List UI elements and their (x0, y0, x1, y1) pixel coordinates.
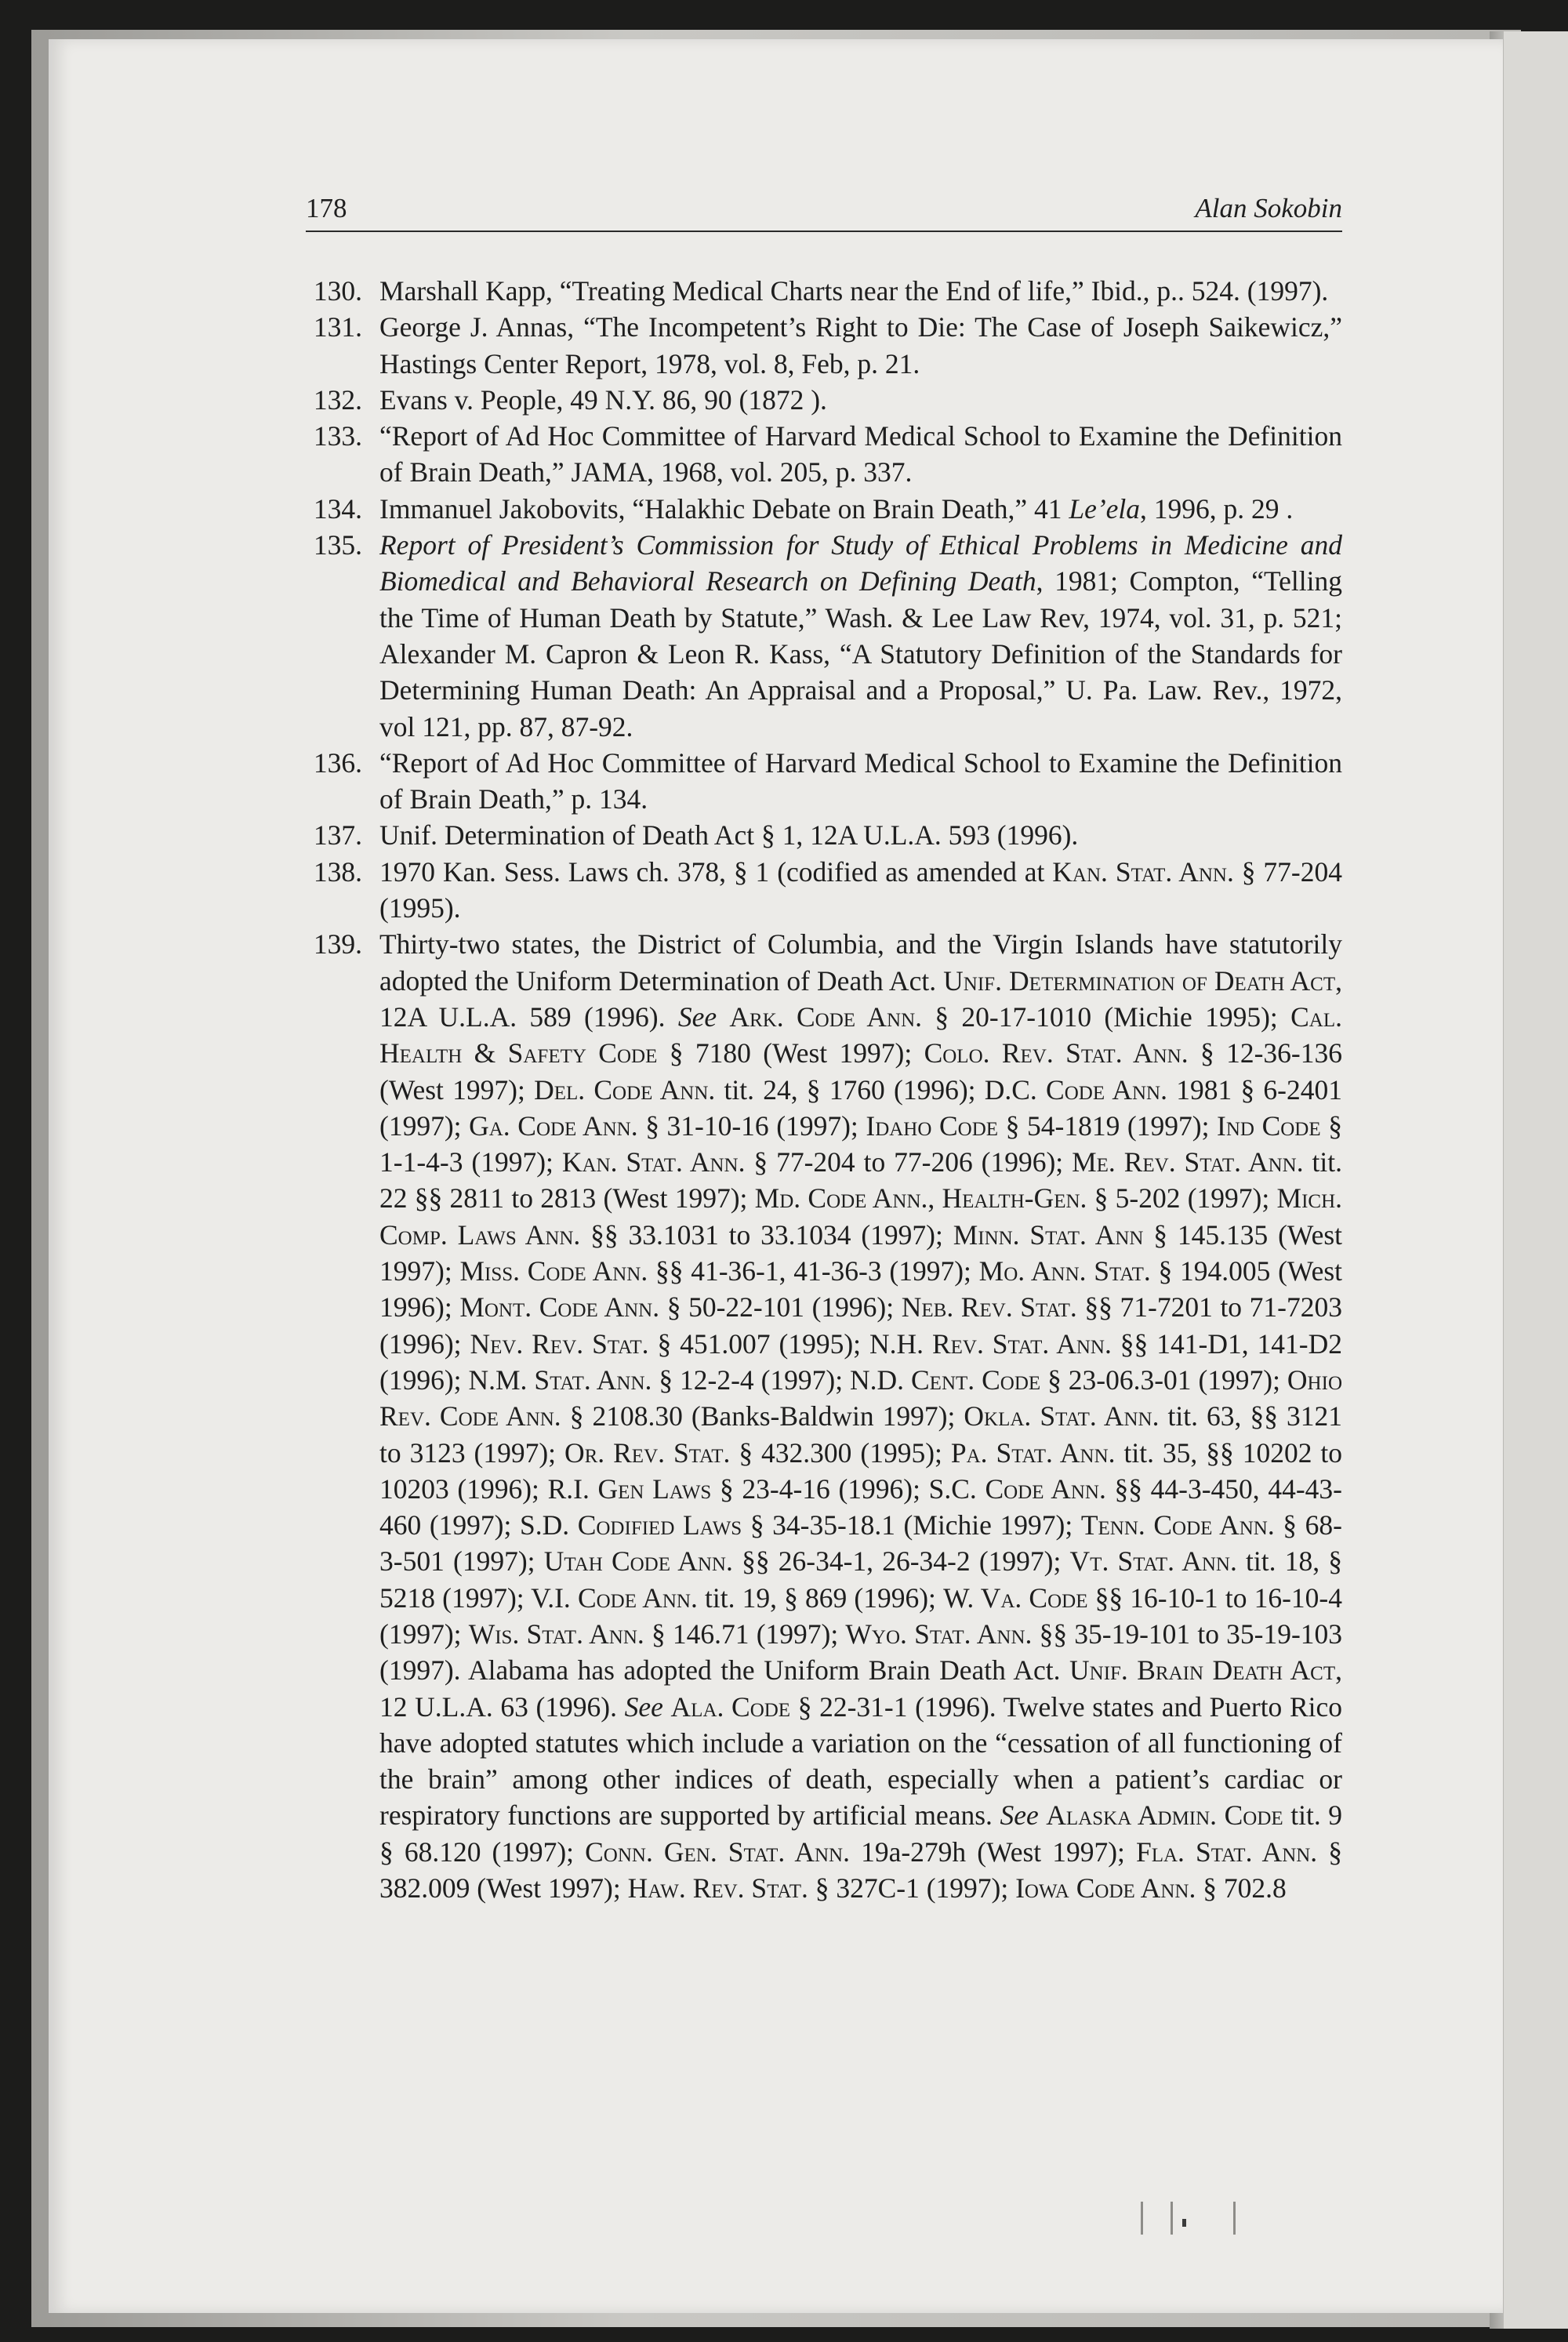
citation-segment: § 77-204 (1995). (379, 855, 1342, 924)
citation-segment: § 194.005 (West 1996); (379, 1255, 1343, 1324)
citation-segment: § 68-3-501 (1997); (379, 1509, 1342, 1578)
ink-dot (1182, 2219, 1186, 2227)
citation-segment: Utah Code Ann. (543, 1545, 733, 1578)
citation-segment: § 5-202 (1997); (1087, 1182, 1277, 1215)
citation-segment: §§ 44-3-450, 44-43-460 (1997); S.D. (379, 1472, 1342, 1541)
citation-segment: § 145.135 (West 1997); (379, 1218, 1343, 1287)
endnote-text (379, 491, 1342, 527)
endnote-text (379, 926, 1342, 1906)
citation-segment: § 54-1819 (1997); (998, 1109, 1218, 1142)
endnote-number: 135. (313, 529, 362, 561)
citation-segment: W. Va. Code (943, 1581, 1088, 1614)
endnote-text (379, 745, 1342, 818)
citation-segment: Fla. Stat. Ann. (1135, 1835, 1318, 1868)
citation-segment: Miss. Code Ann. (459, 1255, 648, 1287)
citation-segment: § 382.009 (West 1997); (379, 1835, 1343, 1904)
citation-segment: Gen Laws (597, 1472, 712, 1505)
citation-segment: Marshall Kapp, “Treating Medical Charts near the End of life,” Ibid., p.. 524. (1997). (379, 275, 1329, 307)
citation-segment: , 12 U.L.A. 63 (1996). (379, 1654, 1342, 1723)
citation-segment: § 702.8 (1196, 1872, 1287, 1904)
citation-segment: Md. Code Ann., Health-Gen. (754, 1182, 1087, 1215)
citation-segment: Report of President’s Commission for Study of Ethical Problems in Medicine and Biomedical and Behavioral Research on Defining Death (379, 529, 1342, 597)
citation-segment: 1981 § 6-2401 (1997); (379, 1073, 1342, 1142)
citation-segment: Unif. Determination of Death Act § 1, 12A U.L.A. 593 (1996). (379, 819, 1079, 851)
citation-segment: , 1981; Compton, “Telling the Time of Human Death by Statute,” Wash. & Lee Law Rev, 1974, vol. 31, p. 521; Alexander M. Capron & Leon R. Kass, “A Statutory Definition of the Standards for Determining Human Death: An Appraisal and a Proposal,” U. Pa. Law. Rev., 1972, vol 121, pp. 87, 87-92. (379, 565, 1343, 743)
citation-segment: Unif. Brain Death Act (1069, 1654, 1336, 1687)
citation-segment: See (624, 1690, 663, 1723)
citation-segment: Pa. Stat. Ann. (950, 1436, 1116, 1469)
citation-segment: 19a-279h (West 1997); (850, 1835, 1136, 1868)
endnote-number: 139. (313, 928, 362, 960)
citation-segment: 1970 Kan. Sess. Laws ch. 378, § 1 (codified as amended at (379, 855, 1053, 888)
citation-segment: “Report of Ad Hoc Committee of Harvard Medical School to Examine the Definition of Brain Death,” p. 134. (379, 746, 1342, 815)
citation-segment: § 23-06.3-01 (1997); (1040, 1363, 1287, 1396)
citation-segment: Or. Rev. Stat. (564, 1436, 731, 1469)
citation-segment: Codified Laws (577, 1509, 742, 1541)
citation-segment: George J. Annas, “The Incompetent’s Right to Die: The Case of Joseph Saikewicz,” Hastings Center Report, 1978, vol. 8, Feb, p. 21. (379, 311, 1342, 379)
citation-segment: § 22-31-1 (1996). Twelve states and Puerto Rico have adopted statutes which include a variation on the “cessation of all functioning of the brain” among other indices of death, especially when a patient’s cardiac or respiratory functions are supported by artificial means. (379, 1690, 1342, 1832)
citation-segment: § 77-204 to 77-206 (1996); (745, 1146, 1073, 1178)
citation-segment: tit. 35, §§ 10202 to 10203 (1996); R.I. (379, 1436, 1343, 1505)
citation-segment: §§ 141-D1, 141-D2 (1996); N.M. (379, 1327, 1342, 1396)
citation-segment: § 12-36-136 (West 1997); (379, 1037, 1342, 1106)
citation-segment: §§ 33.1031 to 33.1034 (1997); (580, 1218, 953, 1251)
endnote-item (306, 418, 1342, 491)
citation-segment: §§ 16-10-1 to 16-10-4 (1997); (379, 1581, 1342, 1650)
citation-segment: Le’ela (1069, 492, 1141, 525)
endnote-number: 130. (313, 275, 362, 307)
endnote-item (306, 382, 1342, 418)
endnote-item (306, 817, 1342, 853)
citation-segment: § 327C-1 (1997); (808, 1872, 1016, 1904)
citation-segment: Idaho Code (866, 1109, 999, 1142)
citation-segment: Wyo. Stat. Ann. (845, 1618, 1033, 1650)
citation-segment: Mich. Comp. Laws Ann. (379, 1182, 1342, 1251)
citation-segment: Kan. Stat. Ann. (1052, 855, 1234, 888)
citation-segment: Ark. Code Ann. (729, 1000, 923, 1033)
citation-segment: § 2108.30 (Banks-Baldwin 1997); (561, 1400, 964, 1432)
citation-segment: Neb. Rev. Stat. (901, 1291, 1077, 1324)
citation-segment (717, 1001, 729, 1033)
endnote-item (306, 527, 1342, 745)
citation-segment: § 31-10-16 (1997); (637, 1109, 866, 1142)
citation-segment: § 12-2-4 (1997); N.D. (652, 1363, 911, 1396)
citation-segment: Rev. Stat. Ann. (931, 1327, 1112, 1360)
endnote-number: 136. (313, 746, 362, 779)
citation-segment: Wis. Stat. Ann. (468, 1618, 644, 1650)
citation-segment: Okla. Stat. Ann. (964, 1400, 1160, 1432)
citation-segment: Code Ann. (1046, 1073, 1167, 1106)
endnote-item (306, 491, 1342, 527)
citation-segment: , 12A U.L.A. 589 (1996). (379, 964, 1342, 1033)
endnotes-list (306, 273, 1342, 1906)
page-number: 178 (306, 193, 347, 223)
citation-segment: tit. 24, § 1760 (1996); D.C. (715, 1073, 1047, 1106)
citation-segment: Ala. Code (670, 1690, 791, 1723)
endnote-item (306, 273, 1342, 309)
citation-segment: § 23-4-16 (1996); S.C. (711, 1472, 985, 1505)
citation-segment: Evans v. People, 49 N.Y. 86, 90 (1872 ). (379, 383, 827, 416)
citation-segment: Me. Rev. Stat. Ann. (1072, 1146, 1304, 1178)
endnote-item (306, 854, 1342, 927)
citation-segment (663, 1691, 671, 1723)
citation-segment: Mont. Code Ann. (459, 1291, 660, 1324)
citation-segment: §§ 26-34-1, 26-34-2 (1997); (732, 1545, 1070, 1578)
citation-segment: tit. 22 §§ 2811 to 2813 (West 1997); (379, 1146, 1342, 1215)
citation-segment: tit. 18, § 5218 (1997); V.I. (379, 1545, 1343, 1614)
endnote-number: 132. (313, 383, 362, 416)
endnote-text (379, 817, 1342, 853)
citation-segment: Thirty-two states, the District of Columbia, and the Virgin Islands have statutorily adopted the Uniform Determination of Death Act. (379, 928, 1342, 997)
citation-segment: § 432.300 (1995); (730, 1436, 951, 1469)
citation-segment: , 1996, p. 29 . (1140, 492, 1294, 525)
citation-segment: § 34-35-18.1 (Michie 1997); (742, 1509, 1081, 1541)
citation-segment: Nev. Rev. Stat. (470, 1327, 649, 1360)
citation-segment: Tenn. Code Ann. (1080, 1509, 1275, 1541)
citation-segment: “Report of Ad Hoc Committee of Harvard Medical School to Examine the Definition of Brain Death,” JAMA, 1968, vol. 205, p. 337. (379, 420, 1342, 488)
citation-segment: Haw. Rev. Stat. (627, 1872, 808, 1904)
citation-segment: Minn. Stat. Ann (953, 1218, 1144, 1251)
endnote-number: 131. (313, 311, 362, 343)
endnote-item (306, 745, 1342, 818)
citation-segment: Iowa Code Ann. (1015, 1872, 1196, 1904)
page-ink-marks (1133, 2202, 1250, 2241)
facing-page-edge (1504, 31, 1568, 2329)
citation-segment: Ga. Code Ann. (469, 1109, 638, 1142)
citation-segment: § 50-22-101 (1996); (659, 1291, 902, 1324)
citation-segment: Vt. Stat. Ann. (1069, 1545, 1237, 1578)
endnote-text (379, 382, 1342, 418)
citation-segment: Cal. Health & Safety Code (379, 1000, 1342, 1069)
endnote-text (379, 854, 1342, 927)
citation-segment: Del. Code Ann. (534, 1073, 716, 1106)
citation-segment: See (1000, 1799, 1039, 1832)
endnote-number: 138. (313, 855, 362, 888)
citation-segment: Ind Code (1217, 1109, 1321, 1142)
citation-segment: §§ 41-36-1, 41-36-3 (1997); (648, 1255, 979, 1287)
citation-segment: § 451.007 (1995); N.H. (648, 1327, 932, 1360)
citation-segment: § 20-17-1010 (Michie 1995); (922, 1000, 1291, 1033)
citation-segment: Unif. Determination of Death Act (943, 964, 1336, 997)
page-header (306, 193, 1342, 232)
endnote-text (379, 273, 1342, 309)
endnote-item (306, 309, 1342, 382)
citation-segment: §§ 71-7201 to 71-7203 (1996); (379, 1291, 1343, 1360)
citation-segment: tit. 63, §§ 3121 to 3123 (1997); (379, 1400, 1342, 1469)
endnote-number: 137. (313, 819, 362, 851)
citation-segment: Ohio Rev. Code Ann. (379, 1363, 1342, 1432)
citation-segment (1039, 1799, 1047, 1831)
citation-segment: Stat. Ann. (534, 1363, 652, 1396)
citation-segment: Code Ann. (577, 1581, 698, 1614)
citation-segment: Code Ann. (985, 1472, 1106, 1505)
endnote-number: 133. (313, 420, 362, 452)
endnote-text (379, 527, 1342, 745)
citation-segment: §§ 35-19-101 to 35-19-103 (1997). Alabama has adopted the Uniform Brain Death Act. (379, 1618, 1343, 1687)
endnote-text (379, 418, 1342, 491)
citation-segment: § 1-1-4-3 (1997); (379, 1109, 1342, 1178)
citation-segment: § 7180 (West 1997); (657, 1037, 924, 1069)
endnote-number: 134. (313, 492, 362, 525)
endnote-item (306, 926, 1342, 1906)
citation-segment: Mo. Ann. Stat. (978, 1255, 1151, 1287)
citation-segment: tit. 19, § 869 (1996); (697, 1581, 944, 1614)
citation-segment: tit. 9 § 68.120 (1997); (379, 1799, 1343, 1868)
citation-segment: § 146.71 (1997); (644, 1618, 846, 1650)
citation-segment: Immanuel Jakobovits, “Halakhic Debate on Brain Death,” 41 (379, 492, 1069, 525)
running-head-author: Alan Sokobin (1195, 193, 1342, 223)
citation-segment: Alaska Admin. Code (1046, 1799, 1283, 1832)
endnote-text (379, 309, 1342, 382)
citation-segment: Kan. Stat. Ann. (561, 1146, 746, 1178)
citation-segment: Conn. Gen. Stat. Ann. (585, 1835, 850, 1868)
citation-segment: Colo. Rev. Stat. Ann. (924, 1037, 1189, 1069)
citation-segment: Cent. Code (911, 1363, 1041, 1396)
citation-segment: See (677, 1000, 717, 1033)
